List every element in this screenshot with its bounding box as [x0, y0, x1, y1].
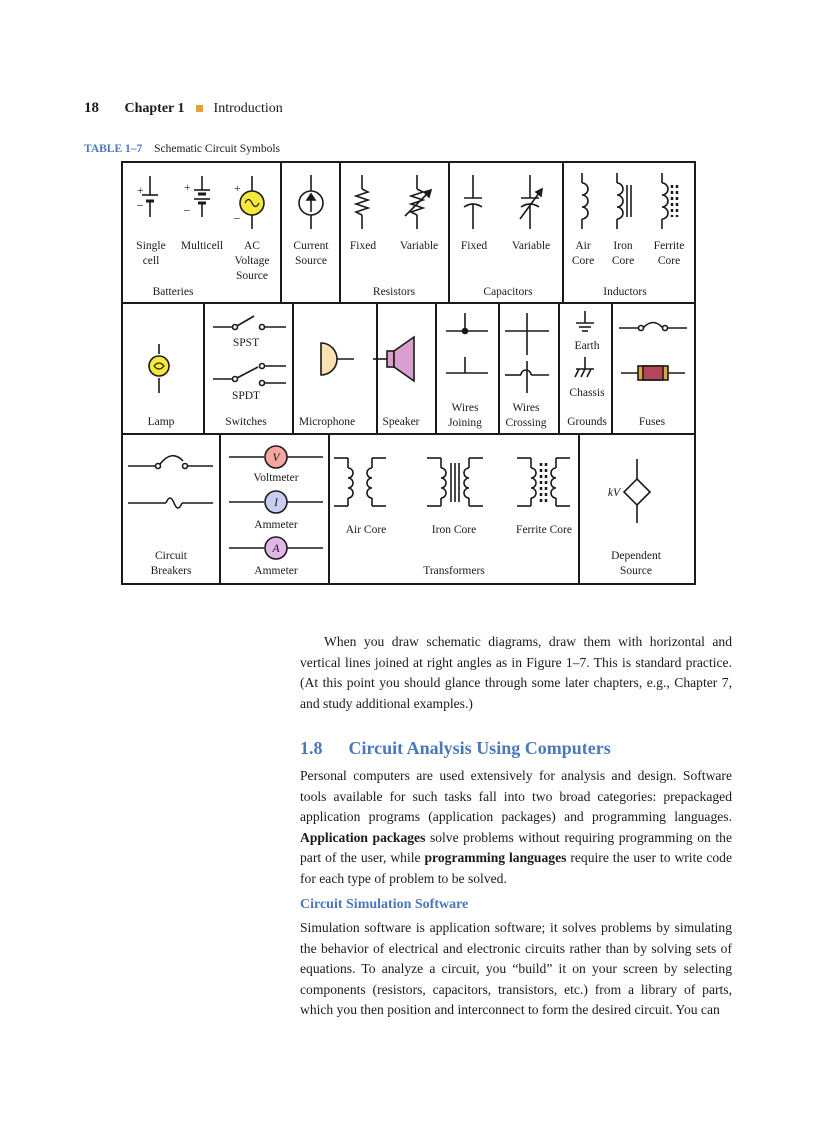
- term-programming-languages: programming languages: [424, 850, 567, 866]
- speaker-icon: [373, 337, 414, 381]
- chassis-ground-icon: [575, 357, 594, 377]
- ferrite-core-label-2: Core: [657, 255, 681, 267]
- ferrite-core-transformer-icon: [517, 458, 570, 506]
- variable-resistor-label: Variable: [399, 240, 439, 252]
- iron-core-label-2: Core: [611, 255, 635, 267]
- ammeter-symbol-i: I: [274, 497, 278, 509]
- fuses-label: Fuses: [638, 416, 666, 428]
- dependent-source-icon: [624, 459, 650, 523]
- speaker-label: Speaker: [382, 416, 420, 428]
- paragraph-computers: [300, 766, 732, 890]
- air-core-inductor-icon: [582, 173, 588, 229]
- para2-text-c: solve problems without requiring programming on the part of the user, while: [300, 829, 732, 866]
- paragraph-simulation-software: Simulation software is application software; it solves problems by simulating the behavior of electrical and electronic circuits rather than by solving sets of equations. To analyze a circuit, you “build” it on your screen by selecting components (resistors, capacitors, transistors, etc.) from a library of parts, which you then position and interconnect to form the desired circuit. You can: [300, 920, 732, 1018]
- table-label: TABLE 1–7: [84, 143, 143, 155]
- wires-joining-label-1: Wires: [451, 402, 479, 414]
- spdt-label: SPDT: [231, 390, 261, 402]
- current-source-icon: [299, 175, 323, 229]
- fixed-capacitor-icon: [464, 175, 482, 229]
- microphone-label: Microphone: [298, 416, 356, 428]
- table-caption: [84, 143, 280, 155]
- chassis-label: Chassis: [569, 387, 605, 399]
- capacitors-group-label: Capacitors: [483, 286, 533, 298]
- fixed-resistor-icon: [356, 175, 368, 229]
- circuit-breakers-label-1: Circuit: [155, 550, 187, 562]
- lamp-icon: [149, 344, 169, 393]
- air-core-transformer-icon: [334, 458, 386, 506]
- wires-crossing-label-2: Crossing: [505, 417, 547, 429]
- minus-sign-2: –: [184, 204, 190, 216]
- single-cell-battery-icon: [142, 176, 158, 217]
- voltmeter-symbol-v: V: [272, 452, 280, 464]
- plus-sign-1: +: [137, 185, 144, 197]
- grounds-label: Grounds: [567, 416, 607, 428]
- wires-joining-label-2: Joining: [448, 417, 482, 429]
- spst-switch-icon: [213, 316, 286, 330]
- bullet-square: [196, 105, 203, 112]
- wires-joining-icon: [446, 313, 488, 373]
- ferrite-core-label-1: Ferrite: [653, 240, 685, 252]
- iron-core-transformer-icon: [427, 458, 483, 506]
- wires-crossing-label-1: Wires: [512, 402, 540, 414]
- transformers-label: Transformers: [423, 565, 485, 577]
- ac-source-label-2: Voltage: [234, 255, 270, 267]
- variable-capacitor-icon: [520, 175, 542, 229]
- section-heading: [300, 738, 611, 759]
- dependent-source-label-2: Source: [620, 565, 652, 577]
- ammeter-label-2: Ammeter: [254, 565, 298, 577]
- fuse-icon: [619, 323, 687, 381]
- variable-resistor-icon: [405, 175, 431, 229]
- spst-label: SPST: [232, 337, 260, 349]
- wires-crossing-icon: [505, 313, 549, 393]
- lamp-label: Lamp: [147, 416, 175, 428]
- dependent-source-label-1: Dependent: [611, 550, 661, 562]
- switches-label: Switches: [225, 416, 267, 428]
- paragraph-schematic-practice: When you draw schematic diagrams, draw them with horizontal and vertical lines joined at right angles as in Figure 1–7. This is standard practice. (At this point you should glance through some later chapters, e.g., Chapter 7, and study additional examples.): [300, 634, 732, 711]
- ac-source-label-1: AC: [244, 240, 260, 252]
- plus-sign-3: +: [234, 183, 241, 195]
- ac-source-label-3: Source: [236, 270, 268, 282]
- single-cell-label-1: Single: [136, 240, 166, 252]
- batteries-group-label: Batteries: [152, 286, 194, 298]
- minus-sign-1: –: [137, 199, 143, 211]
- section-number: 1.8: [300, 738, 323, 758]
- ammeter-symbol-a: A: [272, 543, 280, 555]
- page-number: 18: [84, 100, 99, 116]
- plus-sign-2: +: [184, 182, 191, 194]
- resistors-group-label: Resistors: [372, 286, 416, 298]
- ac-voltage-source-icon: [240, 176, 264, 229]
- iron-core-inductor-icon: [617, 173, 631, 229]
- multicell-battery-icon: [194, 176, 210, 217]
- current-source-label-2: Source: [295, 255, 327, 267]
- ferrite-core-inductor-icon: [662, 173, 677, 229]
- inductors-group-label: Inductors: [603, 286, 647, 298]
- voltmeter-label: Voltmeter: [253, 472, 299, 484]
- subsection-heading: Circuit Simulation Software: [300, 897, 469, 912]
- earth-ground-icon: [576, 311, 594, 331]
- chapter-label: Chapter 1: [124, 101, 185, 116]
- air-core-label-2: Core: [571, 255, 595, 267]
- schematic-symbols-table: [121, 161, 697, 586]
- microphone-icon: [321, 343, 354, 375]
- table-title: Schematic Circuit Symbols: [154, 143, 280, 155]
- spdt-switch-icon: [213, 364, 286, 386]
- kv-label: kV: [607, 487, 621, 499]
- ammeter-label-1: Ammeter: [254, 519, 298, 531]
- circuit-breaker-icon: [128, 456, 213, 469]
- iron-core-label-1: Iron: [613, 240, 633, 252]
- fixed-resistor-label: Fixed: [349, 240, 377, 252]
- circuit-breakers-label-2: Breakers: [150, 565, 192, 577]
- term-application-packages: Application packages: [300, 829, 426, 845]
- earth-label: Earth: [574, 340, 600, 352]
- variable-capacitor-label: Variable: [511, 240, 551, 252]
- para2-text-a: Personal computers are used extensively for analysis and design. Software tools available for such tasks fall into two broad categories: prepackaged application programs (application packages) and programming languages.: [300, 768, 732, 825]
- page-header: [84, 100, 283, 117]
- current-source-label-1: Current: [293, 240, 329, 252]
- chapter-title: Introduction: [213, 101, 283, 116]
- para2-text-e: require the user to write code for each type of problem to be solved.: [300, 850, 732, 886]
- fixed-capacitor-label: Fixed: [460, 240, 488, 252]
- thermal-circuit-breaker-icon: [128, 498, 213, 508]
- single-cell-label-2: cell: [142, 255, 160, 267]
- section-title: Circuit Analysis Using Computers: [348, 738, 611, 758]
- iron-core-transformer-label: Iron Core: [431, 524, 477, 536]
- ferrite-core-transformer-label: Ferrite Core: [516, 524, 572, 536]
- air-core-transformer-label: Air Core: [345, 524, 387, 536]
- air-core-label-1: Air: [575, 240, 591, 252]
- minus-sign-3: –: [234, 212, 240, 224]
- multicell-label: Multicell: [180, 240, 224, 252]
